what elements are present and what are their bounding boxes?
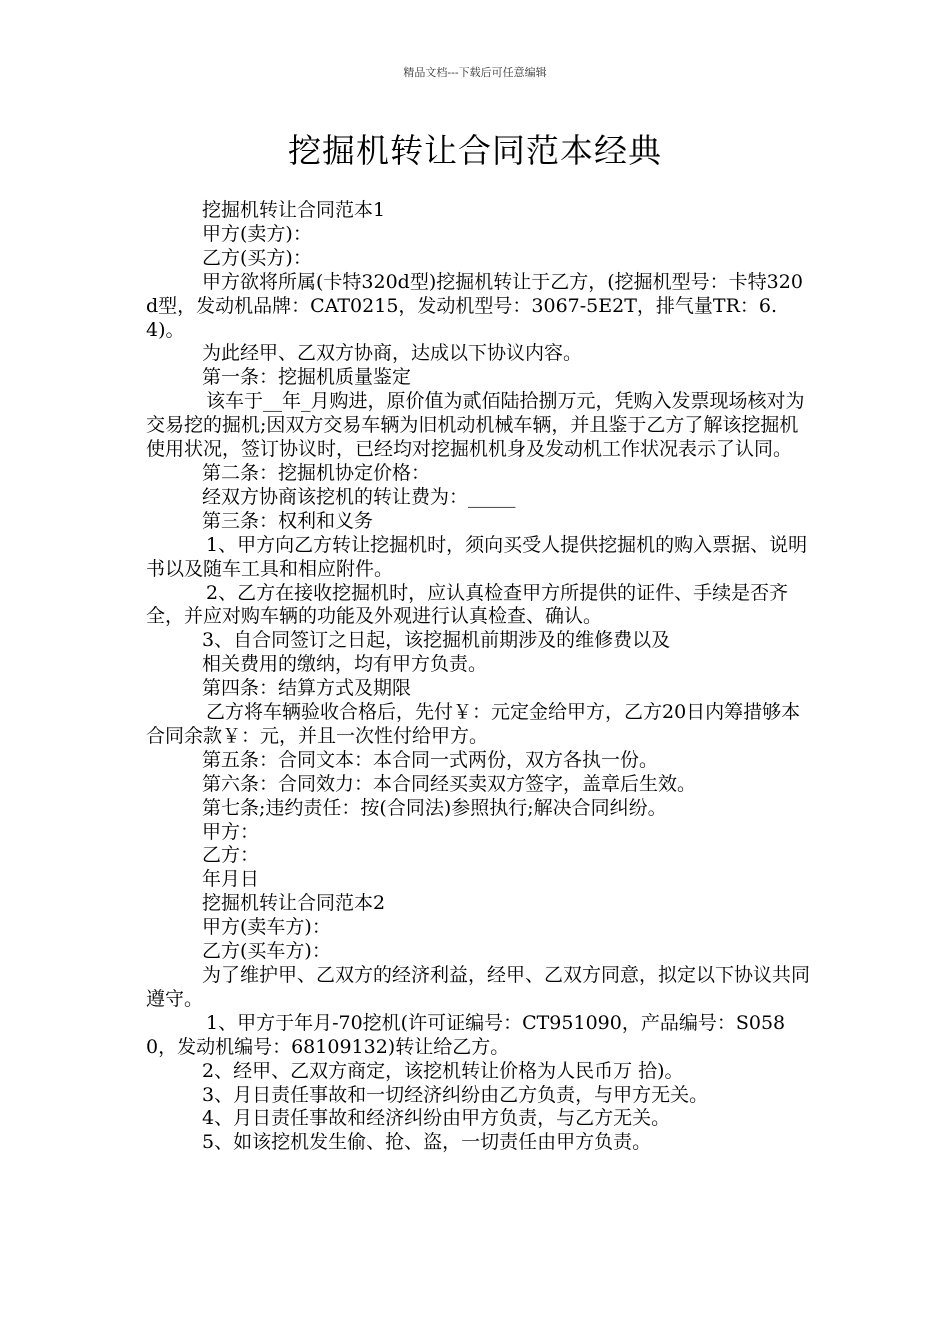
- paragraph: 2、乙方在接收挖掘机时，应认真检查甲方所提供的证件、手续是否齐全，并应对购车辆的功能及外观进行认真检查、确认。: [146, 581, 789, 628]
- paragraph: 5、如该挖机发生偷、抢、盗，一切责任由甲方负责。: [202, 1131, 652, 1154]
- paragraph: 甲方：: [202, 820, 260, 843]
- paragraph: 2、经甲、乙双方商定，该挖机转让价格为人民币万 拾)。: [202, 1059, 684, 1082]
- document-title: 挖掘机转让合同范本经典: [288, 131, 662, 170]
- document-body: [146, 199, 810, 1155]
- paragraph: 挖掘机转让合同范本2: [202, 892, 386, 915]
- paragraph: 3、自合同签订之日起，该挖掘机前期涉及的维修费以及: [202, 629, 671, 652]
- paragraph: 甲方欲将所属(卡特320d型)挖掘机转让于乙方，(挖掘机型号：卡特320d型，发动机品牌：CAT0215，发动机型号：3067-5E2T，排气量TR：6.4)。: [146, 270, 803, 341]
- paragraph: 第四条：结算方式及期限: [202, 677, 412, 700]
- paragraph: 乙方(买车方)：: [202, 940, 331, 963]
- paragraph: 该车于__年_月购进，原价值为贰佰陆拾捌万元，凭购入发票现场核对为交易挖的掘机;因双方交易车辆为旧机动机械车辆，并且鉴于乙方了解该挖掘机使用状况，签订协议时，已经均对挖掘机机身及发动机工作状况表示了认同。: [146, 390, 805, 461]
- paragraph: 甲方(卖方)：: [202, 222, 312, 245]
- paragraph: 挖掘机转让合同范本1: [202, 199, 386, 221]
- paragraph: 第三条：权利和义务: [202, 509, 374, 532]
- paragraph: 第七条;违约责任：按(合同法)参照执行;解决合同纠纷。: [202, 796, 667, 819]
- paragraph: 乙方(买方)：: [202, 246, 312, 269]
- paragraph: 经双方协商该挖机的转让费为：_____: [202, 485, 516, 508]
- paragraph: 乙方将车辆验收合格后，先付￥：元定金给甲方，乙方20日内筹措够本合同余款￥：元，并且一次性付给甲方。: [146, 701, 801, 747]
- paragraph: 第六条：合同效力：本合同经买卖双方签字，盖章后生效。: [202, 772, 697, 795]
- paragraph: 为了维护甲、乙双方的经济利益，经甲、乙双方同意，拟定以下协议共同遵守。: [146, 964, 811, 1010]
- paragraph: 年月日: [202, 868, 260, 891]
- paragraph: 甲方(卖车方)：: [202, 916, 331, 939]
- paragraph: 1、甲方向乙方转让挖掘机时，须向买受人提供挖掘机的购入票据、说明书以及随车工具和相应附件。: [146, 533, 808, 580]
- paragraph: 第二条：挖掘机协定价格：: [202, 461, 431, 484]
- paragraph: 1、甲方于年月-70挖机(许可证编号：CT951090，产品编号：S0580，发动机编号：68109132)转让给乙方。: [146, 1011, 786, 1058]
- paragraph: 第五条：合同文本：本合同一式两份，双方各执一份。: [202, 748, 659, 771]
- paragraph: 为此经甲、乙双方协商，达成以下协议内容。: [202, 342, 583, 365]
- page-header: 精品文档---下载后可任意编辑: [403, 66, 547, 79]
- paragraph: 3、月日责任事故和一切经济纠纷由乙方负责，与甲方无关。: [202, 1083, 709, 1106]
- paragraph: 4、月日责任事故和经济纠纷由甲方负责，与乙方无关。: [202, 1107, 671, 1130]
- paragraph: 相关费用的缴纳，均有甲方负责。: [202, 653, 488, 676]
- paragraph: 乙方：: [202, 844, 260, 867]
- paragraph: 第一条：挖掘机质量鉴定: [202, 366, 412, 389]
